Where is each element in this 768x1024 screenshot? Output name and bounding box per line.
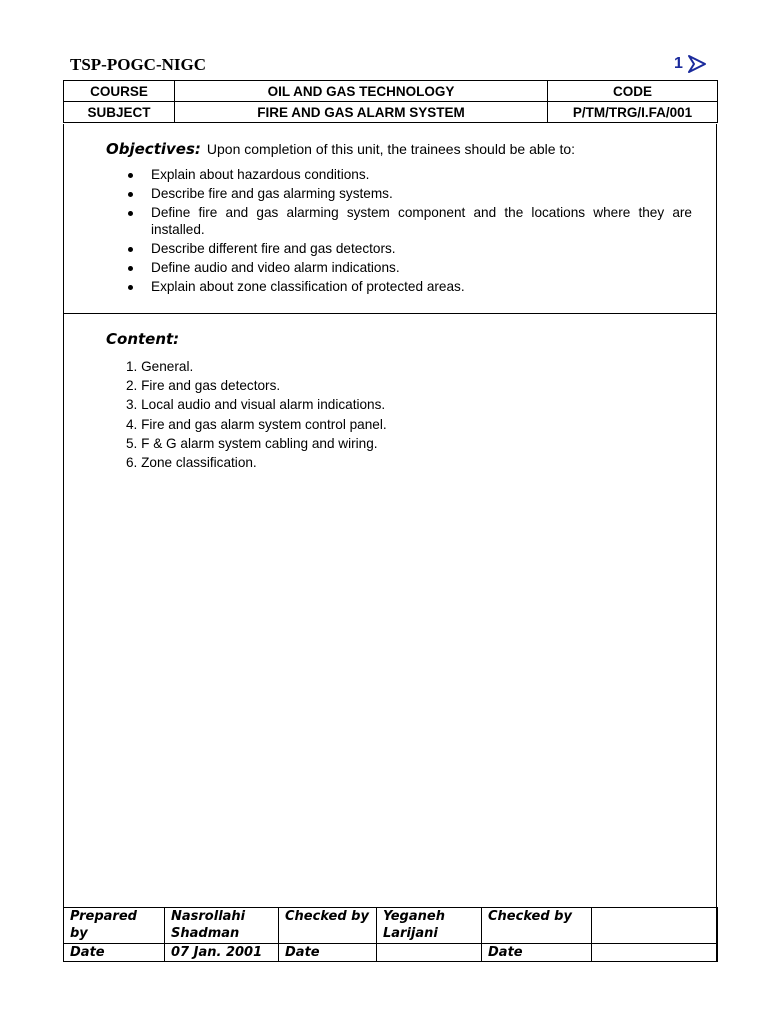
list-item: Explain about zone classification of protected areas. (124, 279, 692, 296)
list-item: Describe different fire and gas detectors. (124, 241, 692, 258)
course-value: OIL AND GAS TECHNOLOGY (175, 81, 548, 102)
subject-value: FIRE AND GAS ALARM SYSTEM (175, 102, 548, 123)
list-item: Explain about hazardous conditions. (124, 167, 692, 184)
document-body (63, 124, 717, 962)
date-label: Date (64, 944, 165, 962)
date-value-3 (592, 944, 718, 962)
page-indicator (674, 54, 707, 74)
objectives-intro: Upon completion of this unit, the trainees should be able to: (206, 141, 576, 157)
arrow-right-icon[interactable] (687, 54, 707, 74)
prepared-by-label: Prepared by (64, 908, 165, 944)
bullet-icon (128, 192, 133, 197)
approval-table (63, 907, 718, 962)
list-item: Define fire and gas alarming system component and the locations where they are installed. (124, 205, 692, 238)
objectives-list (124, 167, 692, 298)
checked-by-value-2 (592, 908, 718, 944)
checked-by-value: Yeganeh Larijani (377, 908, 482, 944)
list-item: 1. General. (126, 359, 194, 374)
list-item: Describe fire and gas alarming systems. (124, 186, 692, 203)
org-code: TSP-POGC-NIGC (70, 55, 206, 74)
objectives-heading (106, 140, 575, 158)
bullet-icon (128, 285, 133, 290)
list-item: 4. Fire and gas alarm system control panel. (126, 416, 387, 432)
code-value: P/TM/TRG/I.FA/001 (548, 102, 718, 123)
date-value: 07 Jan. 2001 (165, 944, 279, 962)
bullet-icon (128, 173, 133, 178)
bullet-icon (128, 211, 133, 216)
bullet-icon (128, 247, 133, 252)
date-label-2: Date (279, 944, 377, 962)
section-divider (64, 313, 716, 314)
list-item: 6. Zone classification. (126, 455, 257, 471)
prepared-by-value: Nasrollahi Shadman (165, 908, 279, 944)
course-label: COURSE (64, 81, 175, 102)
checked-by-label-2: Checked by (482, 908, 592, 944)
objectives-title: Objectives: (106, 140, 201, 158)
date-label-3: Date (482, 944, 592, 962)
course-info-table (63, 80, 718, 123)
list-item: 2. Fire and gas detectors. (126, 378, 281, 394)
date-value-2 (377, 944, 482, 962)
checked-by-label: Checked by (279, 908, 377, 944)
subject-label: SUBJECT (64, 102, 175, 123)
list-item: 5. F & G alarm system cabling and wiring. (126, 435, 378, 451)
list-item: 3. Local audio and visual alarm indications. (126, 397, 386, 413)
code-label: CODE (548, 81, 718, 102)
page-number: 1 (674, 55, 683, 72)
list-item: Define audio and video alarm indications. (124, 260, 692, 277)
content-list (126, 357, 387, 472)
bullet-icon (128, 266, 133, 271)
content-title: Content: (106, 330, 180, 348)
